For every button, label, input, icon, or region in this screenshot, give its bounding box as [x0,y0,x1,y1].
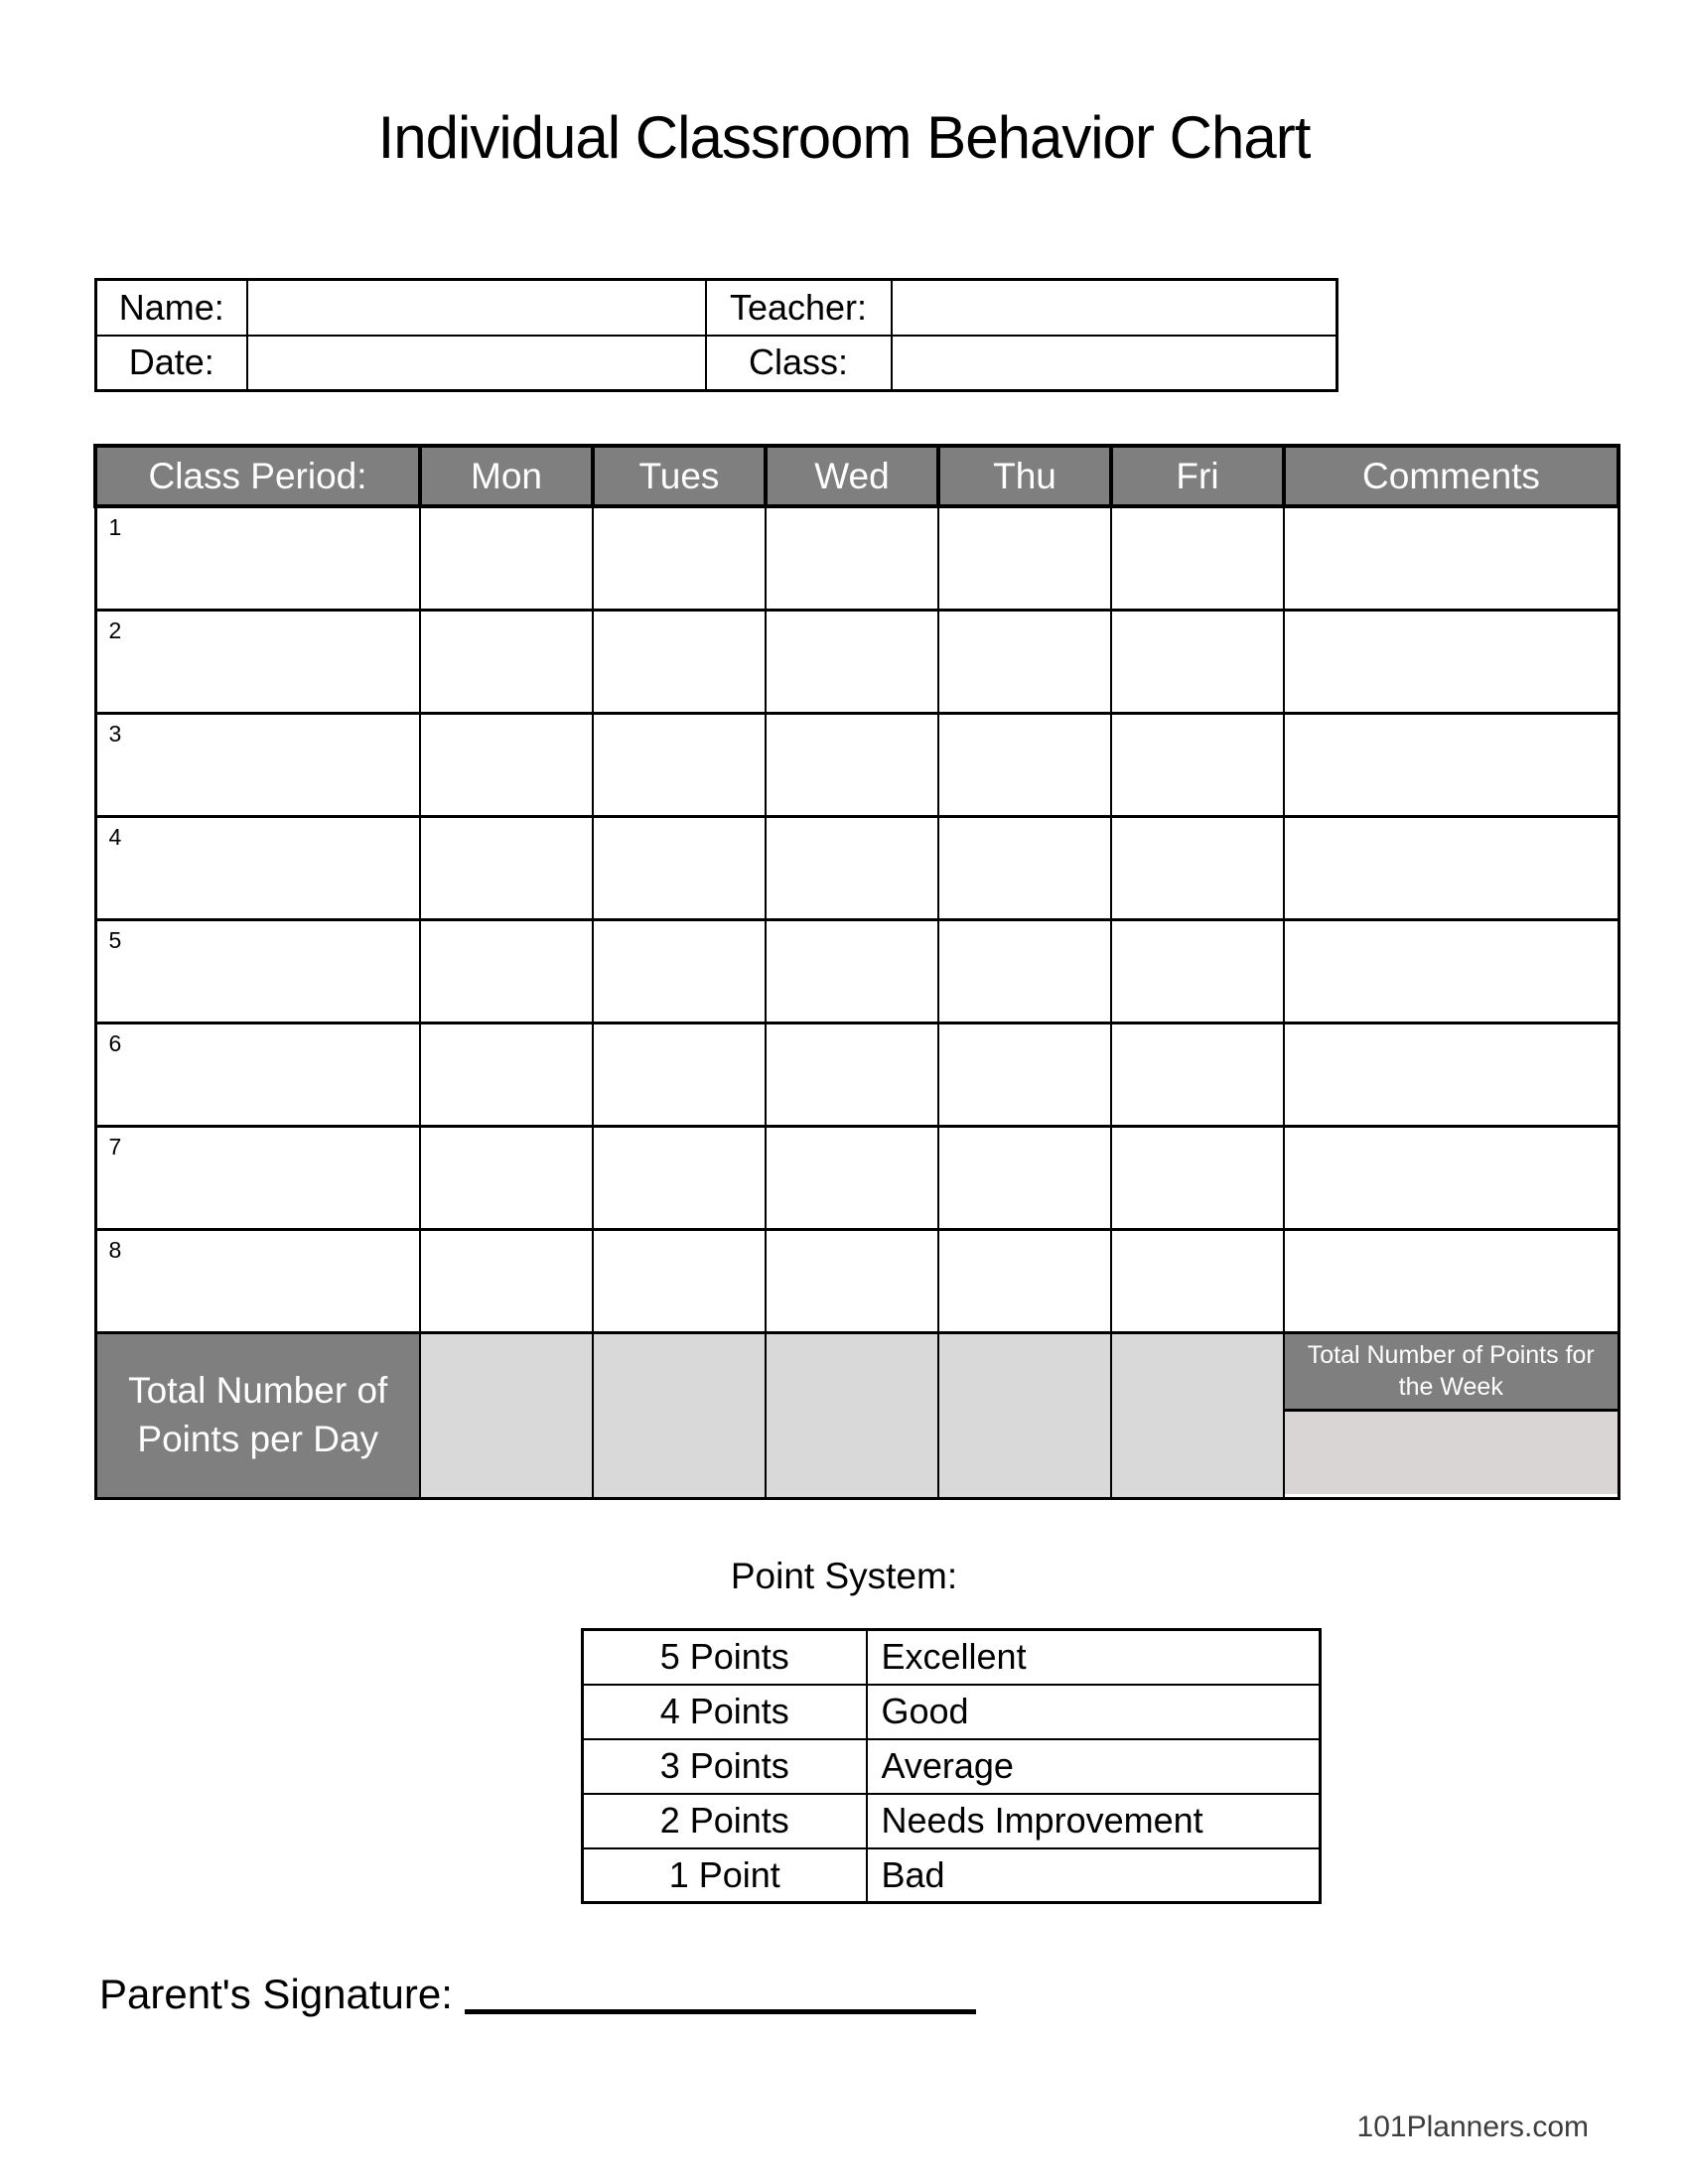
score-cell-thu[interactable] [938,816,1111,919]
score-cell-thu[interactable] [938,610,1111,713]
comments-cell[interactable] [1284,919,1618,1023]
score-cell-tues[interactable] [593,713,766,816]
score-cell-fri[interactable] [1111,1023,1284,1126]
score-cell-fri[interactable] [1111,506,1284,610]
header-wed: Wed [766,446,938,506]
comments-cell[interactable] [1284,816,1618,919]
date-label: Date: [96,336,247,391]
point-meaning: Average [867,1739,1321,1794]
period-row-5 [95,919,1618,1023]
header-thu: Thu [938,446,1111,506]
score-cell-wed[interactable] [766,506,938,610]
score-cell-thu[interactable] [938,1126,1111,1229]
score-cell-mon[interactable] [420,506,593,610]
period-row-4 [95,816,1618,919]
score-cell-fri[interactable] [1111,1126,1284,1229]
period-number: 6 [95,1023,420,1126]
point-row-3 [583,1739,1321,1794]
totals-row [95,1332,1618,1498]
period-row-3 [95,713,1618,816]
score-cell-mon[interactable] [420,610,593,713]
day-total-cell-fri[interactable] [1111,1332,1284,1498]
point-system-heading: Point System: [730,1556,958,1596]
class-label: Class: [706,336,892,391]
score-cell-thu[interactable] [938,919,1111,1023]
comments-cell[interactable] [1284,713,1618,816]
point-value: 4 Points [583,1685,867,1739]
date-field[interactable] [247,336,706,391]
comments-cell[interactable] [1284,1229,1618,1332]
period-row-8 [95,1229,1618,1332]
score-cell-tues[interactable] [593,1126,766,1229]
week-total-cell [1284,1332,1618,1498]
period-row-2 [95,610,1618,713]
footer-site-link[interactable]: 101Planners.com [1356,2111,1589,2143]
score-cell-wed[interactable] [766,1229,938,1332]
teacher-field[interactable] [892,280,1337,336]
score-cell-fri[interactable] [1111,919,1284,1023]
score-cell-tues[interactable] [593,610,766,713]
comments-cell[interactable] [1284,1023,1618,1126]
score-cell-thu[interactable] [938,1023,1111,1126]
score-cell-tues[interactable] [593,506,766,610]
score-cell-mon[interactable] [420,816,593,919]
score-cell-mon[interactable] [420,919,593,1023]
info-row-1 [96,280,1337,336]
point-meaning: Excellent [867,1630,1321,1685]
day-total-cell-wed[interactable] [766,1332,938,1498]
point-value: 2 Points [583,1794,867,1848]
comments-cell[interactable] [1284,506,1618,610]
header-tues: Tues [593,446,766,506]
page-title: Individual Classroom Behavior Chart [377,104,1311,171]
score-cell-wed[interactable] [766,816,938,919]
point-meaning: Bad [867,1848,1321,1903]
score-cell-tues[interactable] [593,1023,766,1126]
score-cell-wed[interactable] [766,1126,938,1229]
score-cell-thu[interactable] [938,713,1111,816]
name-label: Name: [96,280,247,336]
score-cell-tues[interactable] [593,816,766,919]
week-total-field[interactable] [1285,1412,1618,1494]
period-number: 4 [95,816,420,919]
score-cell-fri[interactable] [1111,816,1284,919]
header-fri: Fri [1111,446,1284,506]
name-field[interactable] [247,280,706,336]
point-row-5 [583,1630,1321,1685]
comments-cell[interactable] [1284,1126,1618,1229]
score-cell-mon[interactable] [420,1126,593,1229]
period-number: 7 [95,1126,420,1229]
day-total-cell-thu[interactable] [938,1332,1111,1498]
teacher-label: Teacher: [706,280,892,336]
period-number: 5 [95,919,420,1023]
score-cell-wed[interactable] [766,1023,938,1126]
point-meaning: Needs Improvement [867,1794,1321,1848]
week-total-label: Total Number of Points for the Week [1285,1334,1618,1412]
score-cell-wed[interactable] [766,713,938,816]
score-cell-mon[interactable] [420,713,593,816]
point-row-2 [583,1794,1321,1848]
score-cell-wed[interactable] [766,610,938,713]
score-cell-thu[interactable] [938,506,1111,610]
day-total-cell-tues[interactable] [593,1332,766,1498]
period-number: 2 [95,610,420,713]
point-meaning: Good [867,1685,1321,1739]
class-field[interactable] [892,336,1337,391]
point-row-4 [583,1685,1321,1739]
header-mon: Mon [420,446,593,506]
period-number: 8 [95,1229,420,1332]
signature-line[interactable] [465,2009,976,2014]
behavior-chart-table [93,444,1620,1500]
behavior-header-row [95,446,1618,506]
student-info-table [94,278,1338,392]
period-row-7 [95,1126,1618,1229]
point-row-1 [583,1848,1321,1903]
score-cell-fri[interactable] [1111,610,1284,713]
week-total-wrap [1285,1334,1618,1494]
day-total-cell-mon[interactable] [420,1332,593,1498]
header-comments: Comments [1284,446,1618,506]
period-row-6 [95,1023,1618,1126]
info-row-2 [96,336,1337,391]
score-cell-tues[interactable] [593,1229,766,1332]
signature-label: Parent's Signature: [99,1971,453,2017]
score-cell-fri[interactable] [1111,1229,1284,1332]
score-cell-fri[interactable] [1111,713,1284,816]
score-cell-wed[interactable] [766,919,938,1023]
point-system-table [581,1628,1322,1904]
period-number: 3 [95,713,420,816]
point-value: 3 Points [583,1739,867,1794]
header-class-period: Class Period: [95,446,420,506]
signature-row [99,1971,976,2018]
totals-row-label: Total Number of Points per Day [95,1332,420,1498]
period-number: 1 [95,506,420,610]
point-value: 1 Point [583,1848,867,1903]
point-value: 5 Points [583,1630,867,1685]
score-cell-mon[interactable] [420,1229,593,1332]
score-cell-thu[interactable] [938,1229,1111,1332]
score-cell-tues[interactable] [593,919,766,1023]
score-cell-mon[interactable] [420,1023,593,1126]
period-row-1 [95,506,1618,610]
comments-cell[interactable] [1284,610,1618,713]
